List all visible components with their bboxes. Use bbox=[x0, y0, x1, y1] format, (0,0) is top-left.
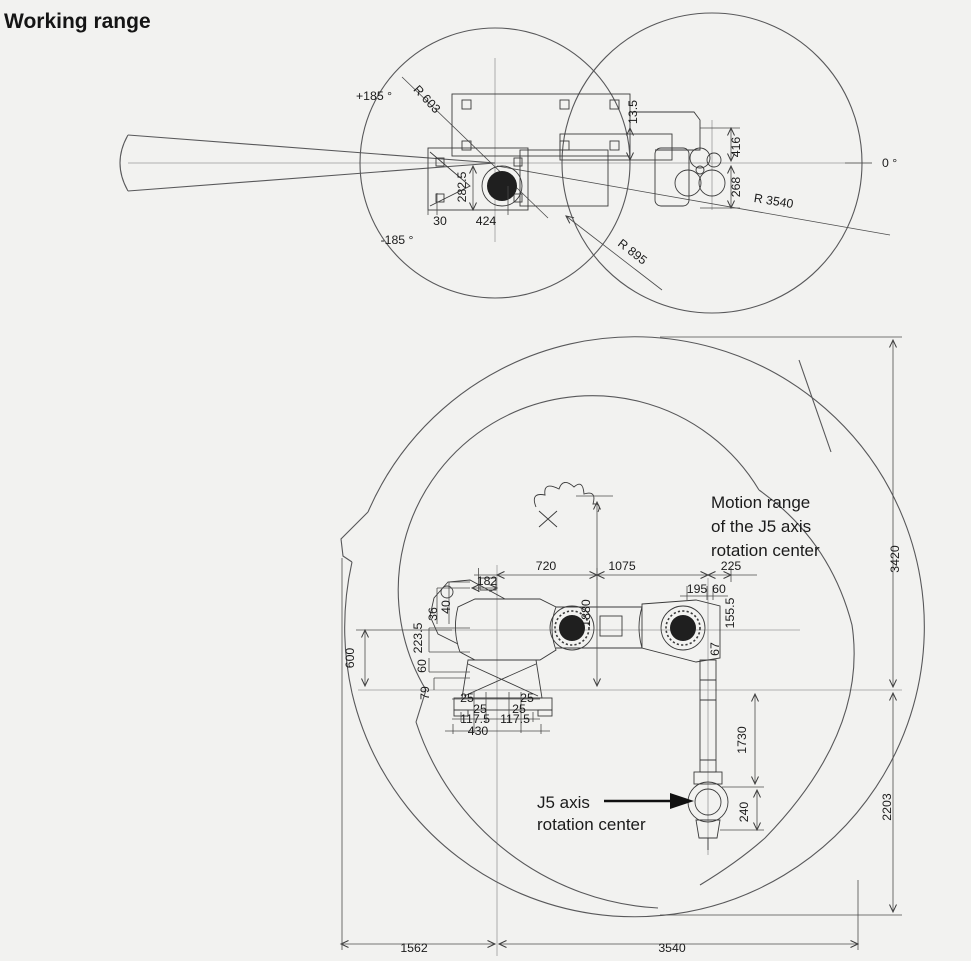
side-view-dimensions bbox=[341, 337, 902, 950]
side-view-elevation bbox=[341, 337, 924, 956]
dim-2203-label: 2203 bbox=[880, 793, 894, 821]
dim-25-d-label: 25 bbox=[512, 702, 526, 716]
dim-1075-label: 1075 bbox=[608, 559, 636, 573]
dim-600-label: 600 bbox=[343, 647, 357, 669]
dim-60-top-label: 60 bbox=[712, 582, 726, 596]
dim-40-label: 40 bbox=[439, 600, 453, 614]
motion-range-note-line3: rotation center bbox=[711, 541, 820, 560]
side-view-centerlines bbox=[358, 565, 902, 956]
dim-13-5-label: 13.5 bbox=[626, 100, 640, 124]
dim-36-label: 36 bbox=[426, 607, 440, 621]
dim-1880-label: 1880 bbox=[579, 599, 593, 627]
reach-limit-mark bbox=[534, 482, 613, 527]
dim-3540-label: 3540 bbox=[658, 941, 686, 955]
dim-182-label: 182 bbox=[476, 574, 498, 588]
dim-67-label: 67 bbox=[708, 642, 722, 656]
angle-minus185-label: -185 ° bbox=[380, 233, 414, 247]
dim-223-5-label: 223.5 bbox=[411, 622, 425, 654]
dim-25-a-label: 25 bbox=[460, 691, 474, 705]
j5-pointer-arrow bbox=[604, 793, 694, 809]
dim-416-label: 416 bbox=[729, 136, 743, 158]
top-view-centerlines bbox=[128, 58, 872, 242]
dim-1562-label: 1562 bbox=[400, 941, 428, 955]
dim-240-label: 240 bbox=[737, 801, 751, 823]
j5-note-line1: J5 axis bbox=[537, 793, 590, 812]
robot-top-view bbox=[428, 94, 725, 210]
motion-range-note-line2: of the J5 axis bbox=[711, 517, 812, 536]
dim-282-5-label: 282.5 bbox=[455, 171, 469, 203]
page-title: Working range bbox=[4, 10, 151, 33]
dim-430-label: 430 bbox=[467, 724, 489, 738]
radius-895-label: R 895 bbox=[615, 236, 650, 268]
dim-117-5-l-label: 117.5 bbox=[460, 712, 490, 726]
dim-30-label: 30 bbox=[433, 214, 447, 228]
dim-225-label: 225 bbox=[720, 559, 742, 573]
dim-117-5-r-label: 117.5 bbox=[500, 712, 530, 726]
dim-268-label: 268 bbox=[729, 176, 743, 198]
dim-195-label: 195 bbox=[686, 582, 708, 596]
j5-note-line2: rotation center bbox=[537, 815, 646, 834]
top-view-plan bbox=[120, 13, 897, 313]
dim-424-label: 424 bbox=[475, 214, 497, 228]
dim-60-left-label: 60 bbox=[415, 659, 429, 673]
dim-79-label: 79 bbox=[418, 686, 432, 700]
radius-3540-label: R 3540 bbox=[752, 191, 795, 212]
angle-plus185-label: +185 ° bbox=[355, 89, 393, 103]
dim-3420-label: 3420 bbox=[888, 545, 902, 573]
dim-1730-label: 1730 bbox=[735, 726, 749, 754]
radius-603-label: R 603 bbox=[410, 82, 444, 117]
motion-range-note-line1: Motion range bbox=[711, 493, 811, 512]
dim-25-c-label: 25 bbox=[473, 702, 487, 716]
angle-zero-label: 0 ° bbox=[882, 156, 898, 170]
dim-25-b-label: 25 bbox=[520, 691, 534, 705]
dim-720-label: 720 bbox=[535, 559, 557, 573]
dim-155-5-label: 155.5 bbox=[723, 597, 737, 629]
